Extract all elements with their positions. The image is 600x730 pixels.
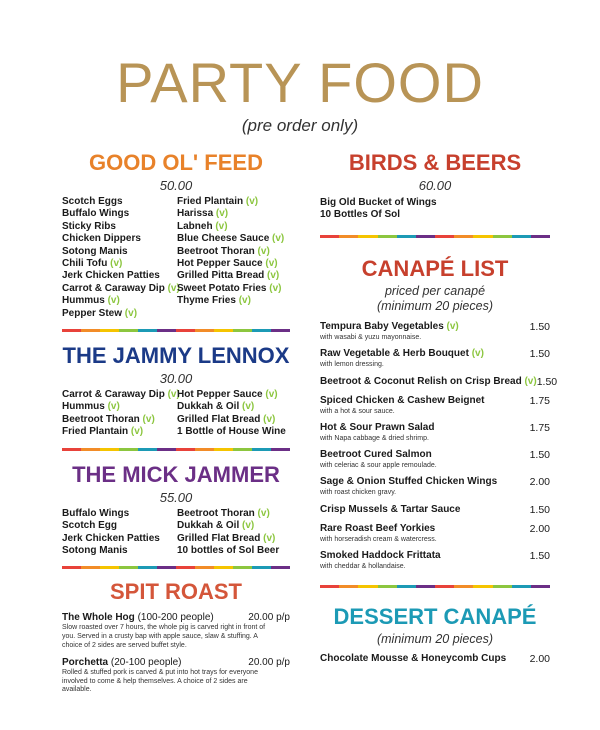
menu-item-name: Hot Pepper Sauce	[177, 258, 263, 270]
stripe-segment	[157, 329, 176, 332]
stripe-segment	[100, 329, 119, 332]
section-subtitle: (minimum 20 pieces)	[376, 299, 493, 313]
stripe-segment	[119, 566, 138, 569]
menu-item	[177, 520, 290, 532]
menu-items-grid	[62, 196, 290, 320]
list-item: Big Old Bucket of Wings	[320, 197, 437, 208]
menu-item	[177, 426, 290, 438]
menu-item	[62, 426, 177, 438]
canape-price: 2.00	[529, 476, 550, 488]
menu-item-name: Sotong Manis	[62, 544, 128, 556]
menu-item	[62, 401, 177, 413]
menu-item	[62, 389, 180, 401]
menu-item	[62, 295, 177, 307]
section-subtitle: (minimum 20 pieces)	[376, 632, 493, 646]
menu-item	[62, 308, 177, 320]
vegetarian-mark: (v)	[128, 426, 144, 438]
section-spit-roast	[62, 577, 290, 695]
menu-item	[62, 233, 177, 245]
left-column	[62, 148, 290, 695]
menu-item	[177, 233, 290, 245]
stripe-segment	[435, 585, 454, 588]
menu-items-grid	[62, 508, 290, 558]
stripe-segment	[176, 448, 195, 451]
stripe-segment	[378, 235, 397, 238]
canape-name: Crisp Mussels & Tartar Sauce	[320, 504, 461, 515]
section-title: CANAPÉ LIST	[361, 256, 509, 281]
menu-items-grid	[62, 389, 290, 439]
stripe-segment	[493, 235, 512, 238]
stripe-segment	[100, 566, 119, 569]
canape-item	[320, 422, 550, 443]
stripe-segment	[378, 585, 397, 588]
canape-price: 1.50	[529, 550, 550, 562]
menu-item-name: Harissa	[177, 208, 214, 220]
roast-description: Rolled & stuffed pork is carved & put into hot trays for everyone involved to come & help themselves. A choice of 2 sides are available.	[62, 669, 258, 694]
canape-price: 1.50	[529, 449, 550, 461]
section-title: BIRDS & BEERS	[348, 150, 522, 175]
stripe-segment	[271, 566, 290, 569]
section-birds-beers	[320, 148, 550, 238]
stripe-segment	[416, 585, 435, 588]
roast-price: 20.00 p/p	[248, 612, 290, 624]
vegetarian-mark: (v)	[212, 220, 228, 232]
stripe-segment	[473, 235, 492, 238]
stripe-segment	[320, 585, 339, 588]
menu-item	[177, 508, 290, 520]
canape-item	[320, 523, 550, 544]
color-divider	[62, 329, 290, 332]
canape-price: 2.00	[529, 523, 550, 535]
canape-item	[320, 348, 550, 369]
menu-item	[62, 208, 177, 220]
menu-item	[177, 208, 290, 220]
menu-item-name: Hummus	[62, 401, 105, 413]
roast-list	[62, 611, 290, 695]
menu-item	[177, 283, 290, 295]
menu-item-name: Carrot & Caraway Dip	[62, 282, 165, 294]
menu-item	[177, 401, 290, 413]
stripe-segment	[157, 448, 176, 451]
canape-price: 1.50	[529, 321, 550, 333]
menu-item-name: Dukkah & Oil	[177, 520, 240, 532]
stripe-segment	[358, 585, 377, 588]
vegetarian-mark: (v)	[164, 282, 180, 294]
color-divider	[62, 448, 290, 451]
menu-item	[62, 270, 177, 282]
stripe-segment	[138, 448, 157, 451]
vegetarian-mark: (v)	[269, 233, 285, 245]
canape-name: Hot & Sour Prawn Salad	[320, 422, 435, 433]
vegetarian-mark: (v)	[262, 258, 278, 270]
roast-item	[62, 611, 290, 650]
color-divider	[320, 585, 550, 588]
canape-item	[320, 653, 550, 665]
roast-description: Slow roasted over 7 hours, the whole pig is carved right in front of you. Served in a crusty bap with apple sauce, slaw & stuffing. A choice of 2 sides are served buffet style.	[62, 624, 266, 649]
canape-name: Spiced Chicken & Cashew Beignet	[320, 395, 485, 406]
menu-item	[177, 270, 290, 282]
section-title: THE JAMMY LENNOX	[62, 343, 290, 369]
stripe-segment	[531, 235, 550, 238]
canape-name: Beetroot Cured Salmon	[320, 449, 432, 460]
canape-price: 1.50	[536, 376, 558, 388]
vegetarian-mark: (v)	[164, 389, 180, 401]
section-mick-jammer	[62, 460, 290, 570]
stripe-segment	[81, 566, 100, 569]
vegetarian-mark: (v)	[260, 413, 276, 425]
section-jammy-lennox	[62, 341, 290, 451]
menu-item	[62, 520, 177, 532]
vegetarian-mark: (v)	[262, 389, 278, 401]
stripe-segment	[195, 566, 214, 569]
item-column	[62, 508, 177, 558]
canape-item	[320, 476, 550, 497]
vegetarian-mark: (v)	[264, 270, 280, 282]
menu-item-name: Dukkah & Oil	[177, 401, 240, 413]
menu-item-name: Blue Cheese Sauce	[177, 233, 270, 245]
canape-name: Sage & Onion Stuffed Chicken Wings	[320, 476, 498, 487]
stripe-segment	[176, 329, 195, 332]
stripe-segment	[339, 585, 358, 588]
menu-item	[62, 258, 177, 270]
menu-item-name: Scotch Egg	[62, 520, 118, 532]
list-item: 10 Bottles Of Sol	[320, 209, 401, 220]
menu-item	[62, 533, 177, 545]
roast-price: 20.00 p/p	[248, 657, 290, 669]
section-price: 55.00	[159, 489, 193, 505]
menu-item-name: Grilled Flat Bread	[177, 413, 261, 425]
stripe-segment	[252, 566, 271, 569]
menu-item	[177, 545, 290, 557]
vegetarian-mark: (v)	[260, 532, 276, 544]
menu-item	[177, 295, 290, 307]
roast-name: The Whole Hog	[62, 612, 135, 624]
menu-item-name: Chicken Dippers	[62, 233, 141, 245]
canape-description: with celeriac & sour apple remoulade.	[320, 462, 437, 469]
canape-item	[320, 395, 550, 416]
menu-item	[62, 545, 177, 557]
stripe-segment	[214, 448, 233, 451]
stripe-segment	[435, 235, 454, 238]
vegetarian-mark: (v)	[254, 507, 270, 519]
vegetarian-mark: (v)	[235, 295, 251, 307]
vegetarian-mark: (v)	[468, 348, 484, 359]
canape-item	[320, 376, 558, 388]
stripe-segment	[176, 566, 195, 569]
menu-item-name: Jerk Chicken Patties	[62, 270, 160, 282]
right-column	[320, 148, 558, 665]
stripe-segment	[62, 448, 81, 451]
vegetarian-mark: (v)	[254, 245, 270, 257]
canape-description: with horseradish cream & watercress.	[320, 536, 437, 543]
roast-item	[62, 656, 290, 695]
item-column	[177, 196, 290, 320]
vegetarian-mark: (v)	[139, 413, 155, 425]
vegetarian-mark: (v)	[266, 282, 282, 294]
stripe-segment	[531, 585, 550, 588]
menu-item-name: Grilled Flat Bread	[177, 532, 261, 544]
section-title: DESSERT CANAPÉ	[333, 604, 537, 629]
menu-item	[177, 389, 290, 401]
canape-name: Chocolate Mousse & Honeycomb Cups	[320, 653, 507, 664]
menu-item	[177, 258, 290, 270]
roast-qty: (100-200 people)	[137, 612, 214, 624]
canape-item	[320, 550, 550, 571]
vegetarian-mark: (v)	[104, 401, 120, 413]
stripe-segment	[195, 329, 214, 332]
vegetarian-mark: (v)	[213, 208, 229, 220]
menu-item-name: Hummus	[62, 295, 105, 307]
menu-item-name: Scotch Eggs	[62, 196, 123, 207]
stripe-segment	[62, 566, 81, 569]
section-price: 30.00	[159, 371, 193, 387]
stripe-segment	[397, 585, 416, 588]
canape-price: 2.00	[529, 653, 550, 665]
stripe-segment	[358, 235, 377, 238]
stripe-segment	[271, 329, 290, 332]
canape-price: 1.50	[529, 348, 550, 360]
canape-item	[320, 504, 550, 516]
menu-item-name: Buffalo Wings	[62, 208, 130, 220]
menu-item-name: Grilled Pitta Bread	[177, 270, 265, 282]
page-title: PARTY FOOD	[116, 51, 484, 114]
menu-item	[177, 533, 290, 545]
canape-description: with roast chicken gravy.	[320, 489, 397, 496]
section-title: THE MICK JAMMER	[72, 461, 280, 487]
stripe-segment	[119, 448, 138, 451]
vegetarian-mark: (v)	[521, 376, 537, 387]
item-column	[177, 389, 290, 439]
canape-description: with Napa cabbage & dried shrimp.	[320, 435, 429, 442]
stripe-segment	[473, 585, 492, 588]
section-subtitle: priced per canapé	[384, 284, 486, 298]
stripe-segment	[214, 566, 233, 569]
section-price: 50.00	[159, 178, 193, 193]
stripe-segment	[233, 329, 252, 332]
roast-name: Porchetta	[62, 657, 109, 669]
menu-item	[62, 508, 177, 520]
stripe-segment	[271, 448, 290, 451]
canape-item	[320, 321, 550, 342]
item-column	[177, 508, 290, 558]
menu-item-name: Beetroot Thoran	[177, 245, 255, 257]
stripe-segment	[397, 235, 416, 238]
canape-description: with wasabi & yuzu mayonnaise.	[320, 334, 422, 341]
vegetarian-mark: (v)	[239, 401, 255, 413]
menu-item	[62, 246, 177, 258]
section-good-ol-feed	[62, 148, 290, 332]
menu-item-name: Pepper Stew	[62, 307, 123, 319]
menu-item	[177, 414, 290, 426]
stripe-segment	[454, 585, 473, 588]
stripe-segment	[512, 235, 531, 238]
menu-item-name: Fried Plantain	[177, 196, 244, 207]
section-title: SPIT ROAST	[109, 579, 242, 605]
menu-item-name: 10 bottles of Sol Beer	[177, 544, 280, 556]
vegetarian-mark: (v)	[443, 321, 459, 332]
stripe-segment	[195, 448, 214, 451]
stripe-segment	[416, 235, 435, 238]
canape-price: 1.75	[529, 422, 550, 434]
canape-name: Beetroot & Coconut Relish on Crisp Bread (v)	[320, 376, 537, 387]
menu-item-name: Beetroot Thoran	[177, 507, 255, 519]
vegetarian-mark: (v)	[122, 307, 138, 319]
stripe-segment	[512, 585, 531, 588]
stripe-segment	[119, 329, 138, 332]
section-price: 60.00	[418, 178, 452, 193]
menu-item	[177, 196, 290, 208]
canape-item	[320, 449, 550, 470]
canape-name: Tempura Baby Vegetables (v)	[320, 321, 459, 332]
canape-description: with cheddar & hollandaise.	[320, 563, 406, 570]
birds-beers-items	[320, 197, 550, 221]
menu-item-name: Beetroot Thoran	[62, 413, 140, 425]
menu-item-name: 1 Bottle of House Wine	[177, 426, 286, 438]
vegetarian-mark: (v)	[104, 295, 120, 307]
item-column	[62, 389, 180, 439]
color-divider	[320, 235, 550, 238]
canape-items	[320, 321, 558, 571]
canape-name: Rare Roast Beef Yorkies	[320, 523, 436, 534]
menu-item	[177, 246, 290, 258]
roast-qty: (20-100 people)	[110, 657, 182, 669]
stripe-segment	[320, 235, 339, 238]
stripe-segment	[214, 329, 233, 332]
section-dessert-canape	[320, 602, 550, 665]
menu-item-name: Thyme Fries	[177, 295, 236, 307]
canape-description: with lemon dressing.	[320, 361, 384, 368]
color-divider	[62, 566, 290, 569]
menu-item	[177, 221, 290, 233]
stripe-segment	[62, 329, 81, 332]
menu-item-name: Jerk Chicken Patties	[62, 532, 160, 544]
menu-item-name: Fried Plantain	[62, 426, 129, 438]
vegetarian-mark: (v)	[107, 258, 123, 270]
item-column	[62, 196, 180, 320]
stripe-segment	[454, 235, 473, 238]
menu-item	[62, 196, 177, 208]
stripe-segment	[81, 448, 100, 451]
menu-item-name: Buffalo Wings	[62, 507, 130, 519]
stripe-segment	[339, 235, 358, 238]
menu-item-name: Carrot & Caraway Dip	[62, 389, 165, 401]
stripe-segment	[100, 448, 119, 451]
vegetarian-mark: (v)	[243, 196, 259, 207]
stripe-segment	[252, 329, 271, 332]
stripe-segment	[493, 585, 512, 588]
menu-item-name: Chili Tofu	[62, 258, 108, 270]
menu-item-name: Labneh	[177, 220, 213, 232]
canape-price: 1.75	[529, 395, 550, 407]
stripe-segment	[138, 329, 157, 332]
page-subtitle: (pre order only)	[241, 116, 359, 135]
menu-item	[62, 221, 177, 233]
menu-item-name: Sotong Manis	[62, 245, 128, 257]
stripe-segment	[233, 566, 252, 569]
section-canape-list	[320, 254, 558, 588]
stripe-segment	[233, 448, 252, 451]
canape-description: with a hot & sour sauce.	[320, 408, 395, 415]
stripe-segment	[157, 566, 176, 569]
menu-item-name: Hot Pepper Sauce	[177, 389, 263, 401]
menu-item	[62, 414, 177, 426]
section-title: GOOD OL' FEED	[89, 150, 263, 175]
canape-name: Raw Vegetable & Herb Bouquet (v)	[320, 348, 484, 359]
menu-item	[62, 282, 180, 295]
stripe-segment	[81, 329, 100, 332]
stripe-segment	[138, 566, 157, 569]
menu-item-name: Sticky Ribs	[62, 220, 116, 232]
vegetarian-mark: (v)	[239, 520, 255, 532]
canape-price: 1.50	[529, 504, 550, 516]
canape-name: Smoked Haddock Frittata	[320, 550, 441, 561]
menu-item-name: Sweet Potato Fries	[177, 282, 267, 294]
stripe-segment	[252, 448, 271, 451]
